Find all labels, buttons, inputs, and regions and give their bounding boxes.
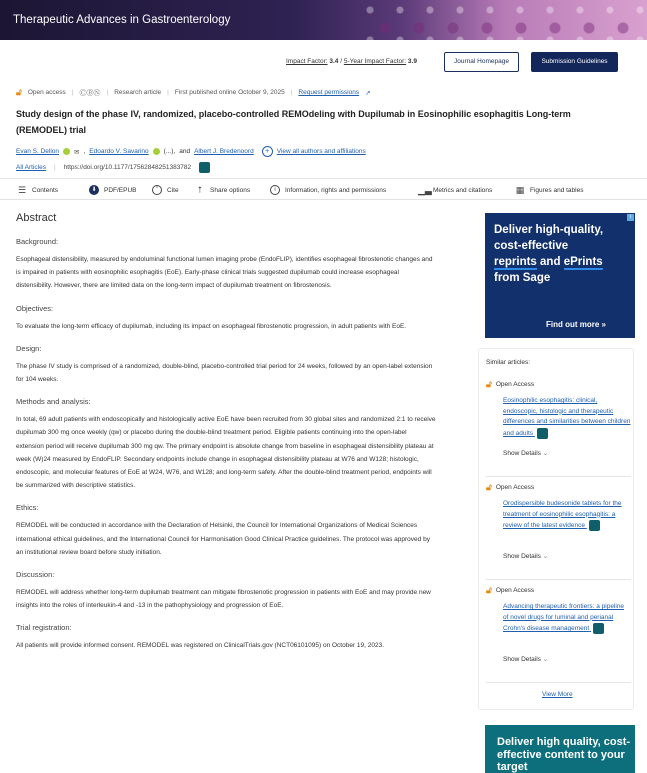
- share-label: Share options: [210, 186, 251, 194]
- similar-articles-panel: [478, 348, 634, 710]
- email-icon[interactable]: ✉: [74, 148, 80, 156]
- ad-text: Deliver high-quality, cost-effective reprints and ePrints from Sage: [494, 224, 604, 284]
- contents-button[interactable]: [17, 185, 58, 195]
- view-all-authors-link[interactable]: View all authors and affiliations: [276, 148, 366, 155]
- five-year-impact-label[interactable]: 5-Year Impact Factor:: [343, 58, 407, 65]
- copy-icon[interactable]: [199, 162, 210, 173]
- share-button[interactable]: [195, 185, 250, 195]
- info-label: Information, rights and permissions: [285, 186, 387, 194]
- metrics-icon: ▁▃: [418, 185, 432, 195]
- author-ellipsis: (...),: [163, 148, 176, 155]
- section-text: REMODEL will address whether long-term dupilumab treatment can mitigate fibrostenotic progression in patients with EoE and may provide new insights into the roles of interleukin-4 and -13 in the pathophysiology and progression of EoE.: [16, 589, 431, 610]
- request-permissions-link[interactable]: Request permissions: [298, 89, 360, 96]
- open-access-icon: 🔓︎: [16, 87, 22, 97]
- section-heading: Methods and analysis:: [16, 397, 91, 407]
- contents-label: Contents: [32, 186, 59, 194]
- doi-line: All Articles | https://doi.org/10.1177/17562848251383782: [16, 162, 210, 173]
- abstract-section: [16, 212, 436, 664]
- show-details-button[interactable]: Show Details ⌄: [503, 656, 549, 663]
- copy-icon[interactable]: [593, 623, 604, 634]
- impact-factor-label[interactable]: Impact Factor:: [286, 58, 328, 65]
- section-heading: Design:: [16, 343, 42, 353]
- section-text: In total, 69 adult patients with endoscopically and histologically active EoE have been recruited from 30 global sites and randomized 2:1 to receive dupilumab 300 mg once weekly (qw) or placebo during the double-blind treatment period. Eligible patients continuing into the open-label extension period will receive dupilumab 300 mg qw. The primary endpoint is absolute change from baseline in esophageal distensibility plateau at week (W)24 measured by EndoFLIP. Secondary endpoints include change in esophageal distensibility plateau at W76 and W128; histologic, endoscopic, and molecular features of EoE at W24, W76, and W128; and long-term safety. After the double-blind treatment period, endpoints will be summarized with descriptive statistics.: [16, 416, 436, 490]
- all-articles-link[interactable]: All Articles: [16, 164, 46, 171]
- info-button[interactable]: [270, 185, 386, 195]
- five-year-impact-value: 3.9: [407, 58, 417, 65]
- figures-label: Figures and tables: [530, 186, 584, 194]
- similar-articles-heading: Similar articles:: [486, 359, 531, 366]
- cite-button[interactable]: [152, 185, 179, 195]
- pdf-label: PDF/EPUB: [104, 186, 137, 194]
- figures-button[interactable]: [515, 185, 583, 195]
- open-access-icon: 🔓︎: [486, 379, 492, 389]
- open-access-label: Open access: [27, 89, 66, 96]
- orcid-icon[interactable]: [63, 148, 70, 155]
- similar-article-link[interactable]: Advancing therapeutic frontiers: a pipeline of novel drugs for luminal and perianal Crohn's disease management: [503, 603, 625, 633]
- article-meta: 🔓︎ Open access | ⒸⒷⓃ | Research article | First published online October 9, 2025 | Request permissions ↗: [16, 87, 371, 97]
- section-text: Esophageal distensibility, measured by endoluminal functional lumen imaging probe (EndoFLIP), identifies esophageal fibrostenotic changes and is impaired in patients with eosinophilic esophagitis (EoE). Early-phase clinical trials suggested dupilumab could increase esophageal distensibility. However, there are limited data on the long-term impact of dupilumab treatment on fibrostenosis.: [16, 256, 433, 290]
- author-and: and: [179, 148, 191, 155]
- chevron-down-icon: ⌄: [542, 656, 549, 663]
- cite-label: Cite: [167, 186, 179, 194]
- banner-pattern: [360, 0, 647, 40]
- impact-factor-value: 3.4: [329, 58, 339, 65]
- submission-guidelines-button[interactable]: Submission Guidelines: [531, 52, 618, 72]
- open-access-icon: 🔓︎: [486, 585, 492, 595]
- open-access-label: Open Access: [495, 484, 535, 491]
- open-access-label: Open Access: [495, 587, 535, 594]
- section-text: REMODEL will be conducted in accordance with the Declaration of Helsinki, the Council for International Organizations of Medical Sciences international ethical guidelines, and the International Council for Harmonisation Good Clinical Practice guidelines. The protocol was approved by an institutional review board before study initiation.: [16, 522, 430, 556]
- article-toolbar: [0, 178, 647, 200]
- section-heading: Ethics:: [16, 503, 39, 513]
- pdf-button[interactable]: [89, 185, 137, 195]
- article-type: Research article: [114, 89, 162, 96]
- section-heading: Trial registration:: [16, 623, 72, 633]
- author-link[interactable]: Albert J. Bredenoord: [194, 148, 254, 155]
- show-details-button[interactable]: Show Details ⌄: [503, 553, 549, 560]
- copy-icon[interactable]: [589, 520, 600, 531]
- plus-icon[interactable]: +: [262, 146, 273, 157]
- similar-article-card: [486, 379, 631, 477]
- open-access-label: Open Access: [495, 381, 535, 388]
- section-text: All patients will provide informed consent. REMODEL was registered on ClinicalTrials.gov (NCT06101095) on October 19, 2023.: [16, 642, 385, 650]
- pdf-icon: ⬇: [89, 185, 99, 195]
- metrics-label: Metrics and citations: [433, 186, 493, 194]
- similar-article-link[interactable]: Eosinophilic esophagitis: clinical, endoscopic, histologic and therapeutic differences and similarities between children and adults: [503, 397, 631, 437]
- similar-article-link[interactable]: Orodispersible budesonide tablets for the treatment of eosinophilic esophagitis: a review of the latest evidence: [503, 500, 622, 530]
- author-link[interactable]: Edoardo V. Savarino: [89, 148, 149, 155]
- figures-icon: ▦: [515, 185, 525, 195]
- show-details-button[interactable]: Show Details ⌄: [503, 450, 549, 457]
- cite-icon: ”: [152, 185, 162, 195]
- impact-factor: Impact Factor: 3.4 / 5-Year Impact Factor: 3.9: [286, 58, 417, 65]
- external-link-icon: ↗: [365, 89, 371, 97]
- doi-text[interactable]: https://doi.org/10.1177/17562848251383782: [63, 164, 192, 171]
- chevron-down-icon: ⌄: [542, 450, 549, 457]
- section-heading: Discussion:: [16, 570, 55, 580]
- metrics-button[interactable]: [418, 185, 492, 195]
- chevron-down-icon: ⌄: [542, 553, 549, 560]
- section-heading: Objectives:: [16, 303, 54, 313]
- journal-title[interactable]: Therapeutic Advances in Gastroenterology: [13, 14, 231, 26]
- journal-banner[interactable]: [0, 0, 647, 40]
- ad-text: Deliver high quality, cost-effective content to your target: [497, 736, 631, 773]
- open-access-icon: 🔓︎: [486, 482, 492, 492]
- similar-article-card: [486, 585, 631, 683]
- author-list: Evan S. Dellon ✉ , Edoardo V. Savarino (...), and Albert J. Bredenoord + View all authors and affiliations: [16, 148, 366, 156]
- contents-icon: ☰: [17, 185, 27, 195]
- info-icon: i: [270, 185, 280, 195]
- journal-homepage-button[interactable]: Journal Homepage: [444, 52, 519, 72]
- find-out-more-link[interactable]: Find out more »: [546, 320, 606, 329]
- article-title: Study design of the phase IV, randomized, placebo-controlled REMOdeling with Dupilumab in Eosinophilic esophagitis Long-term (REMODEL) trial: [16, 109, 571, 135]
- copy-icon[interactable]: [537, 428, 548, 439]
- section-heading: Background:: [16, 237, 59, 246]
- section-text: To evaluate the long-term efficacy of dupilumab, including its impact on esophageal fibrostenotic progression, in adult patients with EoE.: [16, 322, 407, 330]
- section-text: The phase IV study is comprised of a randomized, double-blind, placebo-controlled trial period for 24 weeks, followed by an open-label extension for 104 weeks.: [16, 362, 433, 384]
- ad-choices-icon[interactable]: i: [627, 214, 634, 221]
- reprints-advertisement[interactable]: [485, 213, 635, 338]
- view-more-link[interactable]: View More: [542, 691, 573, 698]
- creative-commons-icon[interactable]: ⒸⒷⓃ: [79, 89, 101, 97]
- author-link[interactable]: Evan S. Dellon: [16, 148, 59, 155]
- share-icon: ⭡: [197, 185, 203, 195]
- orcid-icon[interactable]: [153, 148, 160, 155]
- similar-article-card: [486, 482, 631, 580]
- abstract-heading: Abstract: [16, 212, 57, 224]
- content-advertisement[interactable]: [485, 725, 635, 773]
- published-date: First published online October 9, 2025: [174, 89, 285, 96]
